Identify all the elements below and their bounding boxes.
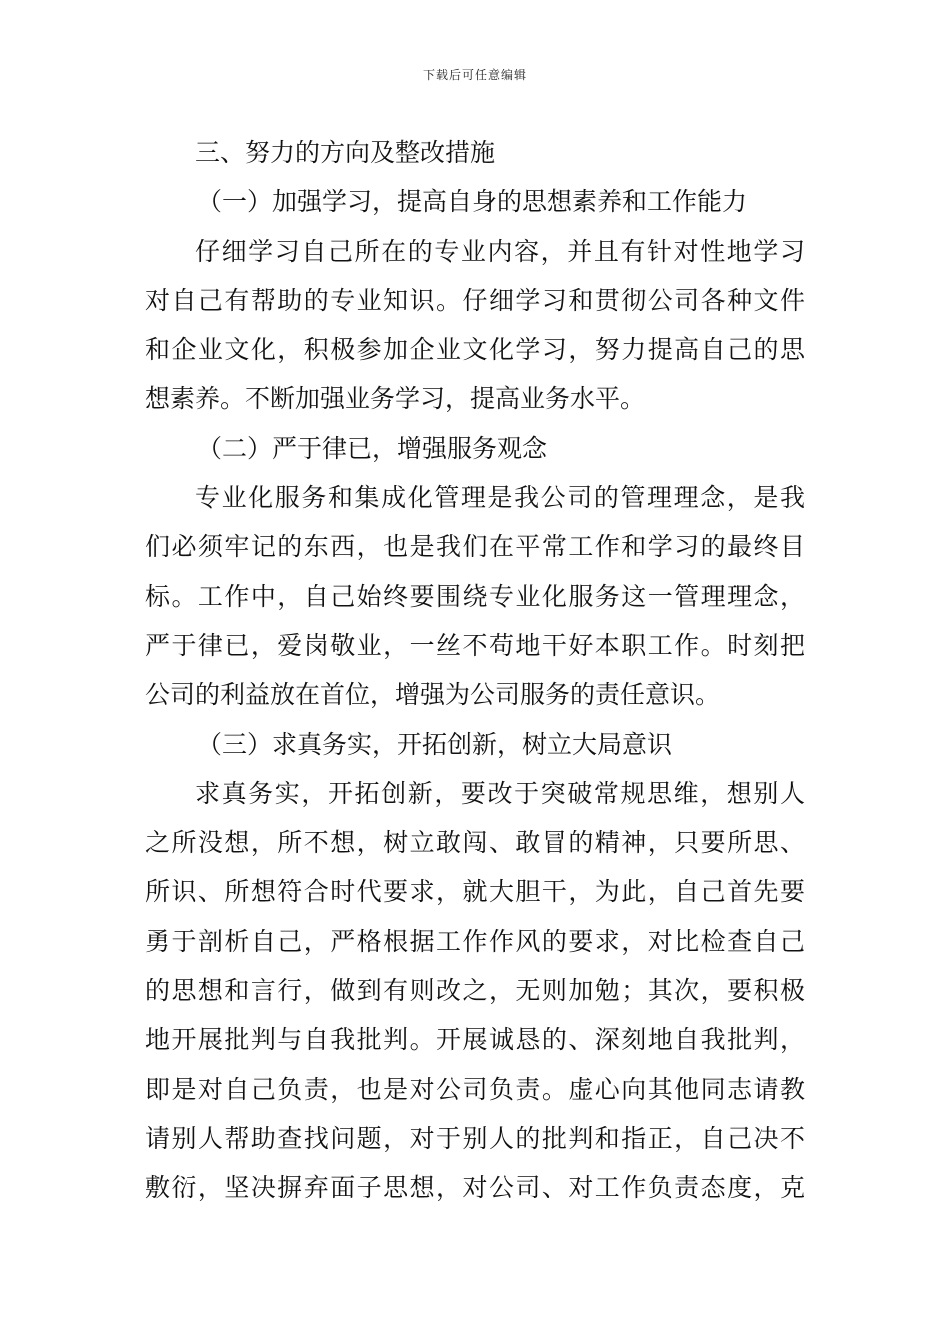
document-body: [145, 128, 805, 1213]
section-heading: 三、努力的方向及整改措施: [195, 138, 496, 167]
paragraph-line: 对自己有帮助的专业知识。仔细学习和贯彻公司各种文件: [145, 285, 805, 315]
paragraph-line: 们必须牢记的东西，也是我们在平常工作和学习的最终目: [145, 532, 805, 562]
paragraph-line: 公司的利益放在首位，增强为公司服务的责任意识。: [145, 680, 721, 710]
paragraph-line: 请别人帮助查找问题，对于别人的批判和指正，自己决不: [145, 1123, 805, 1153]
paragraph-line: 即是对自己负责，也是对公司负责。虚心向其他同志请教: [145, 1074, 805, 1104]
paragraph-line: 严于律已，爱岗敬业，一丝不苟地干好本职工作。时刻把: [145, 630, 805, 660]
paragraph-line: 仔细学习自己所在的专业内容，并且有针对性地学习: [195, 236, 805, 266]
paragraph-line: 的思想和言行，做到有则改之，无则加勉；其次，要积极: [145, 976, 805, 1006]
paragraph-line: 求真务实，开拓创新，要改于突破常规思维，想别人: [195, 778, 805, 808]
paragraph-line: 所识、所想符合时代要求，就大胆干，为此，自己首先要: [145, 877, 805, 907]
paragraph-line: 之所没想，所不想，树立敢闯、敢冒的精神，只要所思、: [145, 828, 805, 858]
page-header: 下载后可任意编辑: [422, 68, 527, 82]
subsection-heading-1: （一）加强学习，提高自身的思想素养和工作能力: [197, 187, 748, 217]
paragraph-line: 想素养。不断加强业务学习，提高业务水平。: [145, 384, 646, 414]
paragraph-line: 专业化服务和集成化管理是我公司的管理理念，是我: [195, 483, 805, 513]
subsection-heading-2: （二）严于律已，增强服务观念: [197, 433, 548, 463]
paragraph-line: 标。工作中，自己始终要围绕专业化服务这一管理理念，: [145, 581, 805, 611]
paragraph-line: 和企业文化，积极参加企业文化学习，努力提高自己的思: [145, 335, 805, 365]
paragraph-line: 勇于剖析自己，严格根据工作作风的要求，对比检查自己: [145, 926, 805, 956]
paragraph-line: 地开展批判与自我批判。开展诚恳的、深刻地自我批判，: [145, 1025, 805, 1055]
paragraph-line: 敷衍，坚决摒弃面子思想，对公司、对工作负责态度，克: [145, 1173, 805, 1203]
subsection-heading-3: （三）求真务实，开拓创新，树立大局意识: [197, 729, 673, 759]
